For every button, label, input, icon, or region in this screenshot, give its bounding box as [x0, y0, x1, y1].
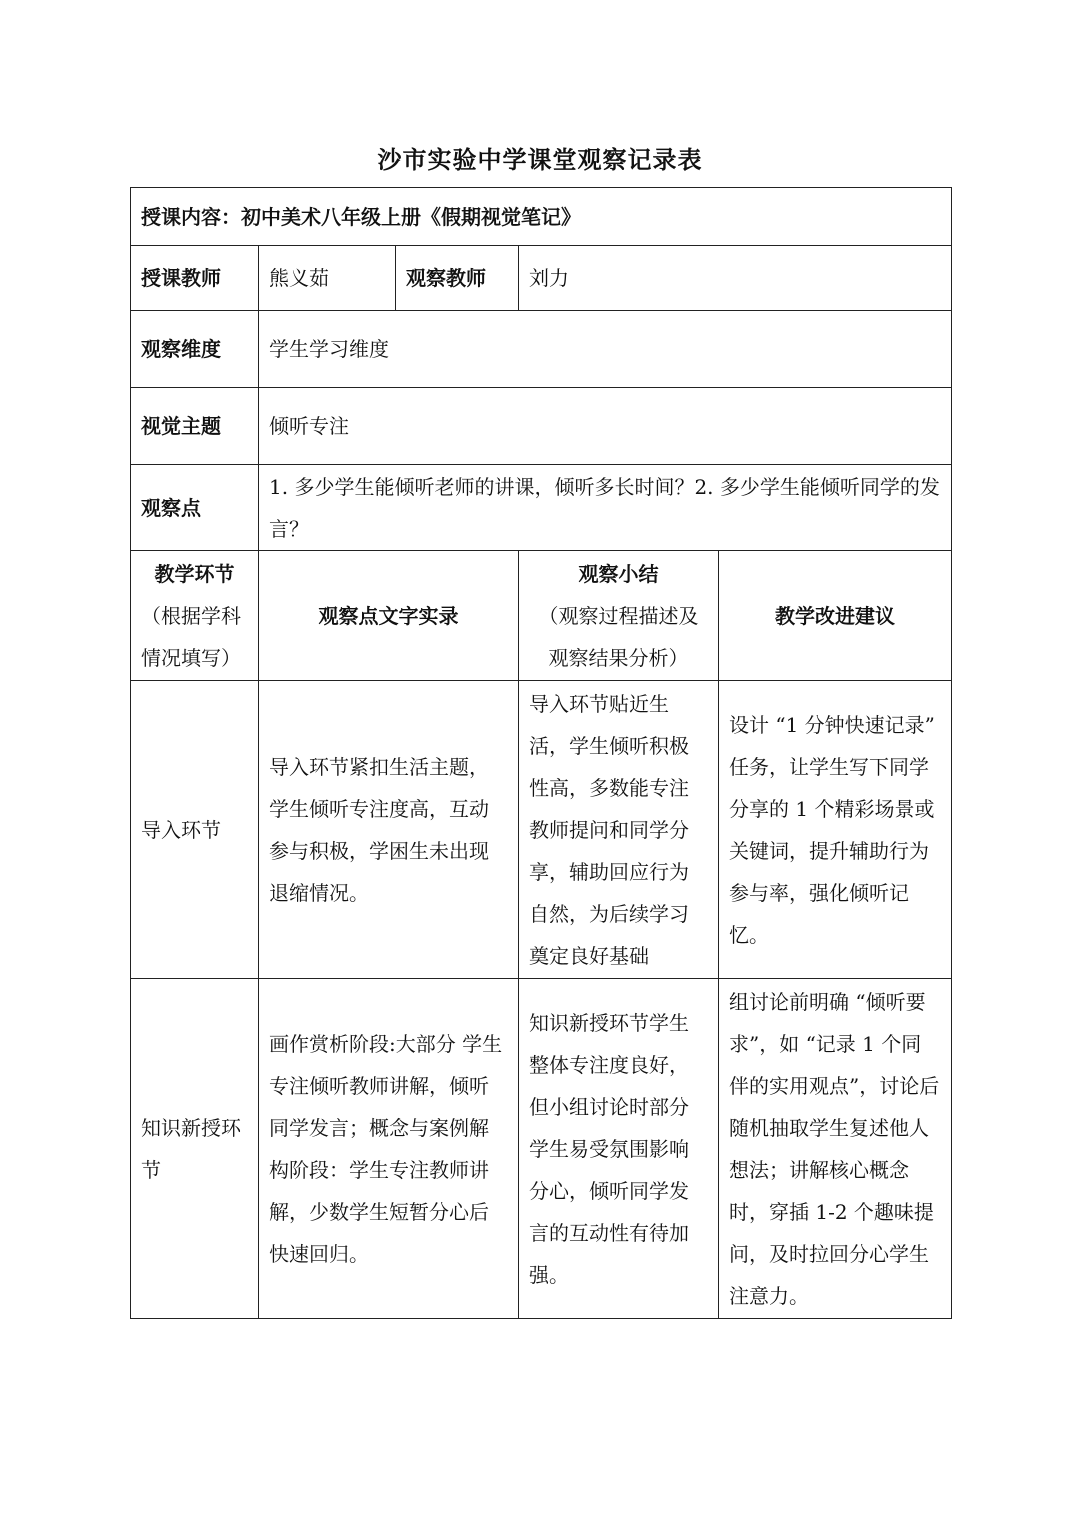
- summary-header-sub: （观察过程描述及观察结果分析）: [538, 603, 699, 670]
- teacher-value: 熊义茹: [259, 246, 396, 311]
- teacher-row: [131, 246, 952, 311]
- stage-cell: 知识新授环节: [131, 979, 259, 1319]
- summary-header: [519, 551, 719, 681]
- stage-header-main: 教学环节: [154, 561, 235, 586]
- dimension-row: [131, 311, 952, 388]
- point-label: 观察点: [131, 465, 259, 551]
- header-row: [131, 551, 952, 681]
- dimension-label: 观察维度: [131, 311, 259, 388]
- point-row: [131, 465, 952, 551]
- table-row: [131, 979, 952, 1319]
- page-title: 沙市实验中学课堂观察记录表: [377, 145, 703, 174]
- observer-value: 刘力: [519, 246, 952, 311]
- summary-header-main: 观察小结: [578, 561, 659, 586]
- advice-cell: 组讨论前明确 “倾听要求”，如 “记录 1 个同伴的实用观点”，讨论后随机抽取学生复述他人想法；讲解核心概念时，穿插 1-2 个趣味提问，及时拉回分心学生注意力。: [719, 979, 952, 1319]
- record-header: 观察点文字实录: [259, 551, 519, 681]
- table-row: [131, 681, 952, 979]
- advice-cell: 设计 “1 分钟快速记录” 任务，让学生写下同学分享的 1 个精彩场景或关键词，提升辅助行为参与率，强化倾听记忆。: [719, 681, 952, 979]
- observer-label: 观察教师: [396, 246, 519, 311]
- theme-row: [131, 388, 952, 465]
- record-cell: 画作赏析阶段:大部分 学生专注倾听教师讲解，倾听同学发言；概念与案例解构阶段：学生专注教师讲解，少数学生短暂分心后快速回归。: [259, 979, 519, 1319]
- record-cell: 导入环节紧扣生活主题，学生倾听专注度高，互动参与积极，学困生未出现退缩情况。: [259, 681, 519, 979]
- content-cell: [131, 188, 952, 246]
- teacher-label: 授课教师: [131, 246, 259, 311]
- stage-header: [131, 551, 259, 681]
- theme-value: 倾听专注: [259, 388, 952, 465]
- stage-cell: 导入环节: [131, 681, 259, 979]
- summary-cell: 导入环节贴近生活，学生倾听积极性高，多数能专注教师提问和同学分享，辅助回应行为自然，为后续学习奠定良好基础: [519, 681, 719, 979]
- point-value: 1. 多少学生能倾听老师的讲课，倾听多长时间？2. 多少学生能倾听同学的发言？: [259, 465, 952, 551]
- content-label: 授课内容：: [141, 204, 241, 229]
- observation-record-table: [130, 187, 952, 1319]
- advice-header: 教学改进建议: [719, 551, 952, 681]
- dimension-value: 学生学习维度: [259, 311, 952, 388]
- content-row: [131, 188, 952, 246]
- stage-header-sub: （根据学科情况填写）: [141, 603, 241, 670]
- summary-cell: 知识新授环节学生整体专注度良好，但小组讨论时部分学生易受氛围影响分心，倾听同学发言的互动性有待加强。: [519, 979, 719, 1319]
- content-value: 初中美术八年级上册《假期视觉笔记》: [241, 204, 581, 229]
- theme-label: 视觉主题: [131, 388, 259, 465]
